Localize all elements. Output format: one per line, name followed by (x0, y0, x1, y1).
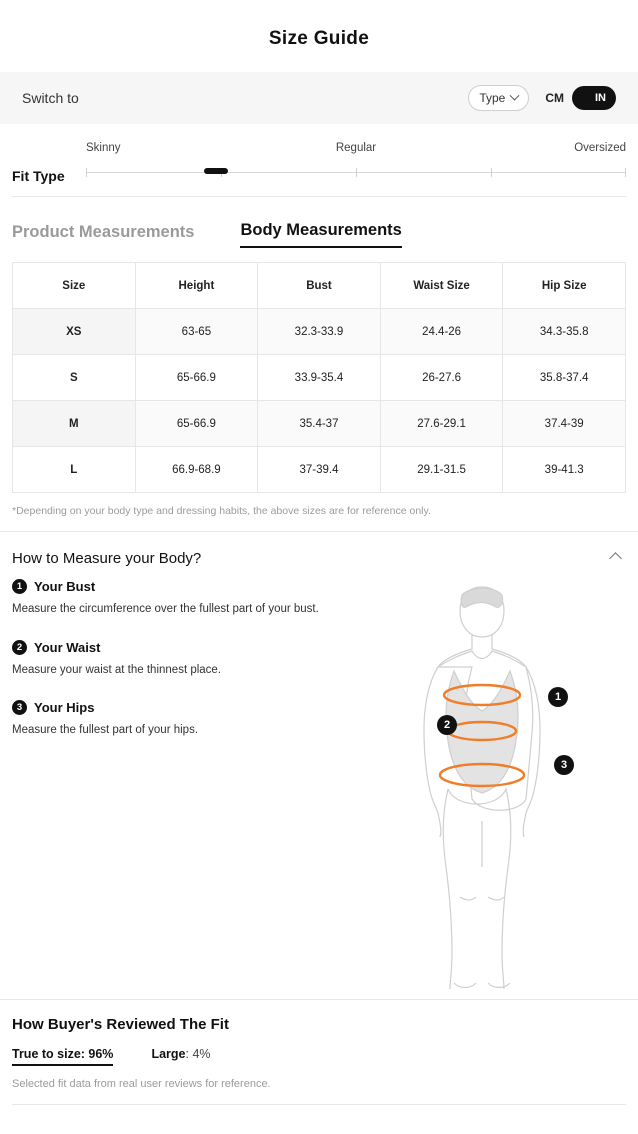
unit-switch-bar (0, 72, 638, 124)
reviews-note: Selected fit data from real user reviews for reference. (12, 1078, 271, 1090)
cell-waist: 27.6-29.1 (380, 401, 503, 447)
unit-in-toggle[interactable] (572, 86, 616, 110)
cell-bust: 32.3-33.9 (258, 309, 381, 355)
chevron-up-icon[interactable] (609, 552, 622, 565)
measure-item-title: Your Bust (34, 579, 96, 594)
measure-item-bust (12, 579, 342, 618)
figure-badge-1: 1 (548, 687, 568, 707)
cell-hip: 34.3-35.8 (503, 309, 626, 355)
size-table-wrap (0, 248, 638, 493)
reviews-section (0, 1000, 638, 1105)
reviews-title: How Buyer's Reviewed The Fit (12, 1016, 229, 1033)
chevron-down-icon (510, 90, 520, 100)
fit-type-section (0, 124, 638, 205)
size-table (12, 262, 626, 493)
cell-bust: 33.9-35.4 (258, 355, 381, 401)
figure-badge-3: 3 (554, 755, 574, 775)
divider (12, 196, 626, 197)
cell-waist: 29.1-31.5 (380, 447, 503, 493)
table-note: *Depending on your body type and dressing habits, the above sizes are for reference only. (12, 505, 431, 517)
how-to-measure-body (0, 579, 638, 999)
cell-size: L (13, 447, 136, 493)
slider-thumb[interactable] (204, 168, 228, 174)
cell-height: 65-66.9 (135, 401, 258, 447)
unit-cm-label[interactable]: CM (545, 91, 564, 105)
figure-badge-2: 2 (437, 715, 457, 735)
table-row (13, 355, 626, 401)
cell-hip: 39-41.3 (503, 447, 626, 493)
cell-hip: 35.8-37.4 (503, 355, 626, 401)
measure-item-hips (12, 700, 342, 739)
measurement-tabs (0, 205, 638, 248)
measure-instructions (12, 579, 342, 999)
col-height: Height (135, 263, 258, 309)
badge-2: 2 (12, 640, 27, 655)
col-waist: Waist Size (380, 263, 503, 309)
measure-item-title: Your Hips (34, 700, 95, 716)
cell-hip: 37.4-39 (503, 401, 626, 447)
type-select-label: Type (479, 91, 506, 105)
unit-toggle[interactable] (545, 86, 616, 110)
how-to-measure-header[interactable] (0, 532, 638, 579)
fit-type-label: Fit Type (12, 168, 65, 184)
fit-tick-oversized: Oversized (574, 142, 626, 154)
measure-item-text: Measure the circumference over the fullest part of your bust. (12, 603, 319, 615)
badge-3: 3 (12, 700, 27, 715)
col-bust: Bust (258, 263, 381, 309)
how-to-measure-title: How to Measure your Body? (12, 550, 202, 567)
fit-tick-skinny: Skinny (86, 142, 121, 154)
col-hip: Hip Size (503, 263, 626, 309)
unit-in-label: IN (595, 92, 606, 104)
body-figure (342, 579, 626, 999)
fit-tick-regular: Regular (335, 142, 377, 154)
cell-bust: 35.4-37 (258, 401, 381, 447)
slider-notch (625, 168, 626, 177)
tab-body-measurements[interactable]: Body Measurements (240, 221, 401, 248)
slider-notch (356, 168, 357, 177)
measure-item-waist (12, 640, 342, 679)
measure-item-title: Your Waist (34, 639, 101, 655)
cell-size: XS (13, 309, 136, 355)
page-title: Size Guide (268, 28, 370, 49)
cell-size: S (13, 355, 136, 401)
true-to-size-stat[interactable]: True to size: 96% (12, 1047, 113, 1066)
cell-waist: 24.4-26 (380, 309, 503, 355)
large-label: Large (151, 1047, 186, 1061)
slider-notch (86, 168, 87, 177)
cell-bust: 37-39.4 (258, 447, 381, 493)
type-select[interactable] (468, 85, 529, 111)
col-size: Size (13, 263, 136, 309)
large-value: 4% (192, 1047, 211, 1061)
divider (12, 1104, 626, 1105)
tab-product-measurements[interactable]: Product Measurements (12, 223, 195, 241)
cell-size: M (13, 401, 136, 447)
measure-item-text: Measure your waist at the thinnest place. (12, 663, 222, 676)
slider-notch (491, 168, 492, 177)
table-row (13, 401, 626, 447)
body-illustration (342, 579, 622, 999)
table-row (13, 447, 626, 493)
table-header-row (13, 263, 626, 309)
switch-to-label: Switch to (22, 90, 79, 106)
cell-height: 66.9-68.9 (135, 447, 258, 493)
badge-1: 1 (12, 579, 27, 594)
table-row (13, 309, 626, 355)
measure-item-text: Measure the fullest part of your hips. (12, 724, 199, 737)
fit-type-slider[interactable] (86, 142, 626, 186)
large-stat[interactable]: Large: 4% (151, 1047, 211, 1061)
cell-height: 65-66.9 (135, 355, 258, 401)
cell-waist: 26-27.6 (380, 355, 503, 401)
cell-height: 63-65 (135, 309, 258, 355)
